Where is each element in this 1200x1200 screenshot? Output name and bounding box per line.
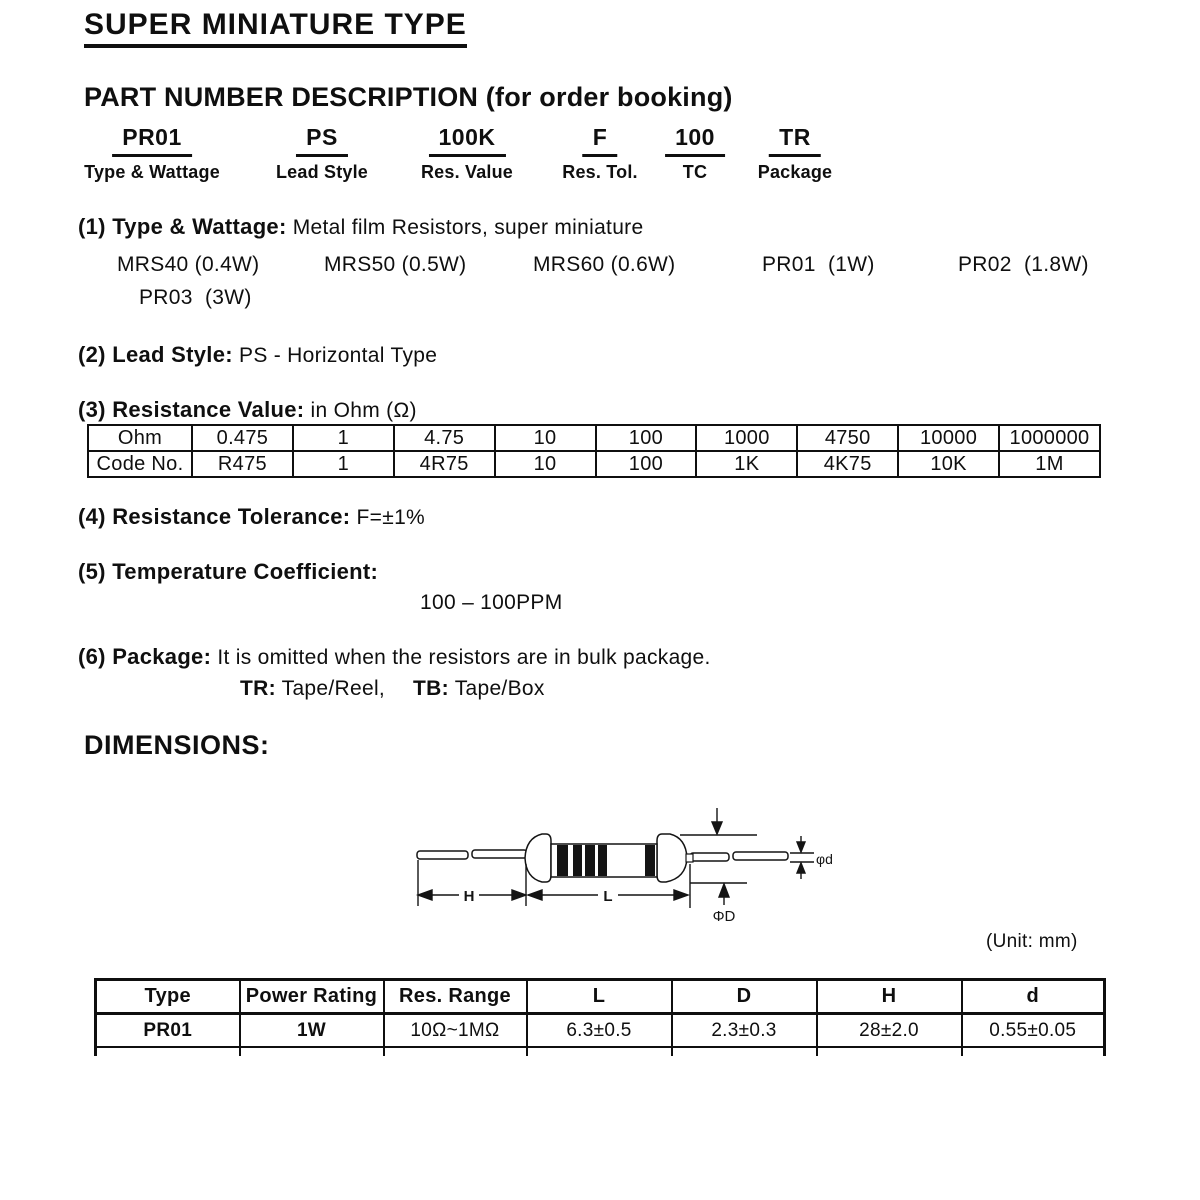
col-header: d [962,980,1105,1014]
ohm-value: 10000 [898,425,999,451]
section-3-text: in Ohm (Ω) [304,399,417,422]
ohm-value: 1000000 [999,425,1100,451]
code-value: R475 [192,451,293,477]
dim-label-big-d: ΦD [712,908,736,925]
col-header: Type [96,980,240,1014]
ohm-value: 0.475 [192,425,293,451]
dimensions-table-wrap [94,978,1109,1056]
section-5-title: (5) Temperature Coefficient: [78,559,379,584]
section-4-heading [78,506,425,528]
col-header: D [672,980,817,1014]
col-header: H [817,980,962,1014]
part-number-heading: PART NUMBER DESCRIPTION (for order booking) [84,82,733,112]
col-header: Power Rating [240,980,384,1014]
resistor-dimension-diagram [380,780,900,930]
res-range-cell: 10Ω~1MΩ [384,1014,527,1048]
resistance-code-table [87,424,1101,478]
part-code-label: Res. Tol. [562,162,638,182]
tb-label: TB: [413,677,449,700]
ohm-value: 4.75 [394,425,495,451]
dim-label-h: H [463,888,475,905]
ohm-value: 4750 [797,425,898,451]
row-label: Code No. [88,451,192,477]
part-segment-type [84,124,220,183]
part-segment-package [758,124,832,183]
part-segment-restol [562,124,637,183]
tr-text: Tape/Reel, [275,677,386,700]
resistor-cap-left [525,834,551,882]
dim-label-small-d: φd [816,851,833,867]
section-5-heading [78,561,378,583]
ohm-value: 1 [293,425,394,451]
part-code: 100 [665,124,725,157]
section-2-text: PS - Horizontal Type [232,344,438,367]
section-6-text: It is omitted when the resistors are in bulk package. [211,646,711,669]
section-2-title: (2) Lead Style: [78,342,233,367]
type-item: MRS60 (0.6W) [533,253,676,276]
l-cell: 6.3±0.5 [527,1014,672,1048]
dim-cutoff-row [96,1047,1105,1056]
row-label: Ohm [88,425,192,451]
unit-note: (Unit: mm) [986,931,1078,952]
type-item: MRS50 (0.5W) [324,253,467,276]
type-cell: PR01 [96,1014,240,1048]
part-code-label: TC [682,162,708,182]
part-code: F [583,124,618,157]
section-6-title: (6) Package: [78,644,212,669]
col-header: L [527,980,672,1014]
part-code-label: Res. Value [420,162,514,182]
section-4-text: F=±1% [350,506,426,529]
dim-header-row [96,980,1105,1014]
ohm-value: 100 [596,425,697,451]
ohm-value: 1000 [696,425,797,451]
part-code-label: Type & Wattage [84,162,220,182]
type-item: PR03 (3W) [139,286,252,309]
type-item: MRS40 (0.4W) [117,253,260,276]
power-cell: 1W [240,1014,384,1048]
section-1-text: Metal film Resistors, super miniature [286,216,644,239]
code-value: 1 [293,451,394,477]
part-code: 100K [429,124,506,157]
page-title: SUPER MINIATURE TYPE [84,10,467,48]
d-cell: 2.3±0.3 [672,1014,817,1048]
ohm-row [88,425,1100,451]
type-item: PR01 (1W) [762,253,875,276]
section-1-title: (1) Type & Wattage: [78,214,287,239]
code-value: 100 [596,451,697,477]
lead-neck [686,854,693,862]
resistor-cap-right [657,834,687,882]
part-code-label: Lead Style [275,162,369,182]
section-3-heading [78,399,417,421]
lead-left-inner [472,850,527,858]
tc-value: 100 – 100PPM [420,591,563,614]
section-3-title: (3) Resistance Value: [78,397,305,422]
section-4-title: (4) Resistance Tolerance: [78,504,351,529]
code-value: 4R75 [394,451,495,477]
part-code: TR [769,124,821,157]
section-1-heading [78,216,643,238]
dimensions-table [94,978,1106,1056]
d2-cell: 0.55±0.05 [962,1014,1105,1048]
type-item: PR02 (1.8W) [958,253,1089,276]
ohm-value: 10 [495,425,596,451]
part-segment-lead [276,124,368,183]
tb-text: Tape/Box [448,677,545,700]
code-row [88,451,1100,477]
section-2-heading [78,344,437,366]
code-value: 1M [999,451,1100,477]
tr-label: TR: [240,677,276,700]
section-6-heading [78,646,711,668]
code-value: 4K75 [797,451,898,477]
lead-right-inner [690,853,729,861]
code-value: 10 [495,451,596,477]
part-code: PR01 [112,124,192,157]
part-segment-tc [665,124,725,183]
lead-right-outer [733,852,788,860]
package-options [240,678,545,699]
code-value: 10K [898,451,999,477]
dim-label-l: L [603,888,613,905]
part-segment-resvalue [421,124,513,183]
col-header: Res. Range [384,980,527,1014]
dim-data-row [96,1014,1105,1048]
dimensions-heading: DIMENSIONS: [84,730,270,760]
h-cell: 28±2.0 [817,1014,962,1048]
part-code-label: Package [757,162,833,182]
part-code: PS [296,124,348,157]
lead-left-outer [417,851,468,859]
code-value: 1K [696,451,797,477]
